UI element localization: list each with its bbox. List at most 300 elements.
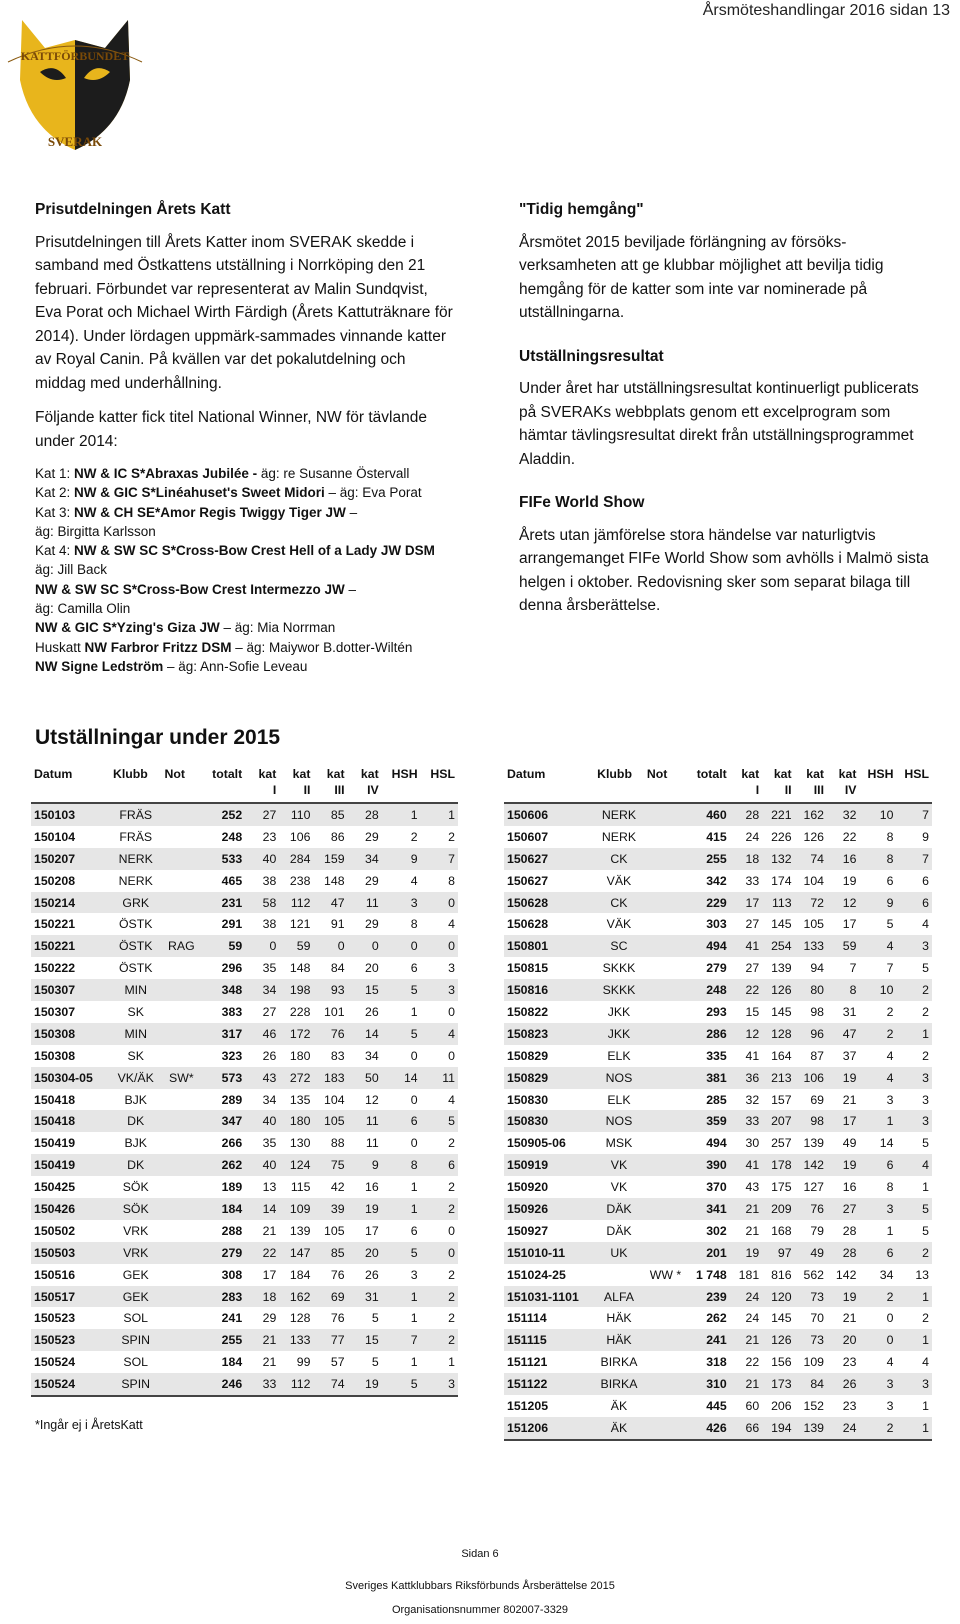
table-cell: 33 (730, 1110, 762, 1132)
column-header: Datum (34, 767, 73, 781)
table-cell: 150208 (34, 873, 76, 888)
winner-line: NW & SW SC S*Cross-Bow Crest Intermezzo JW – (35, 581, 357, 597)
table-cell: 296 (221, 961, 243, 976)
table-cell (161, 1286, 201, 1308)
column-header: kat I (258, 767, 277, 797)
table-cell: 10 (859, 979, 896, 1001)
table-cell: VÄK (606, 917, 632, 932)
table-cell: 40 (245, 848, 279, 870)
table-cell: 262 (201, 1154, 245, 1176)
table-cell: 162 (795, 803, 827, 826)
table-cell (161, 892, 201, 914)
table-cell: 1 (922, 1398, 929, 1413)
table-cell: 3 (410, 1267, 418, 1282)
table-cell: 184 (221, 1355, 243, 1370)
table-cell (644, 1329, 687, 1351)
table-cell: 42 (330, 1180, 345, 1195)
table-cell: 22 (745, 1355, 760, 1370)
table-cell: 183 (313, 1067, 347, 1089)
table-cell: 87 (810, 1048, 825, 1063)
table-cell: 231 (201, 892, 245, 914)
table-cell: MIN (110, 979, 161, 1001)
table-cell: 4 (922, 917, 929, 932)
table-row (504, 1154, 932, 1176)
table-cell: 151121 (507, 1355, 548, 1370)
table-cell: 2 (922, 1311, 929, 1326)
svg-text:SVERAK: SVERAK (47, 134, 103, 149)
table-cell: 5 (371, 1355, 379, 1370)
table-cell: 60 (745, 1398, 760, 1413)
table-cell: 148 (289, 961, 311, 976)
table-cell (644, 1198, 687, 1220)
table-header-row (504, 766, 932, 803)
table-cell: 109 (279, 1198, 313, 1220)
table-cell (161, 1110, 201, 1132)
table-cell (161, 870, 201, 892)
table-cell: 5 (922, 961, 929, 976)
table-cell: 178 (762, 1154, 794, 1176)
table-cell: 1 (410, 1004, 418, 1019)
table-cell: 17 (730, 892, 762, 914)
table-cell: 19 (348, 1373, 382, 1396)
table-cell: 150308 (34, 1048, 76, 1063)
national-winner-intro: Följande katter fick titel National Winner, NW för tävlande under 2014: (35, 409, 427, 450)
table-cell: 157 (771, 1092, 792, 1107)
table-cell: 1 (896, 1286, 932, 1308)
table-cell: 23 (262, 829, 277, 844)
table-cell (644, 1220, 687, 1242)
table-cell: 13 (915, 1267, 929, 1282)
table-cell: 2 (448, 829, 455, 844)
table-cell: 1 (922, 1180, 929, 1195)
table-cell (644, 892, 687, 914)
table-cell: 121 (289, 917, 311, 932)
sverak-logo-icon (0, 0, 150, 160)
table-cell: 20 (827, 1329, 859, 1351)
tidig-hemgang-heading: "Tidig hemgång" (519, 201, 644, 218)
table-row (31, 1110, 458, 1132)
table-cell: 96 (795, 1023, 827, 1045)
table-cell: 34 (365, 1048, 379, 1063)
table-cell: 279 (201, 1242, 245, 1264)
table-cell: BJK (124, 1136, 147, 1151)
table-cell (161, 1176, 201, 1198)
table-row (31, 870, 458, 892)
table-cell: 150927 (507, 1223, 549, 1238)
table-row (31, 1001, 458, 1023)
table-cell: 18 (730, 848, 762, 870)
table-cell: 150830 (507, 1092, 549, 1107)
table-cell: 39 (313, 1198, 347, 1220)
table-cell: 139 (803, 1136, 825, 1151)
table-cell: 1 (896, 1023, 932, 1045)
table-cell: 132 (762, 848, 794, 870)
winner-line: NW Signe Ledström – äg: Ann-Sofie Leveau (35, 658, 308, 674)
table-cell: GRK (110, 892, 161, 914)
table-cell: 83 (330, 1048, 345, 1063)
table-cell: 31 (348, 1286, 382, 1308)
table-cell: 1 (382, 803, 421, 826)
column-header: Klubb (112, 767, 148, 781)
table-cell: 40 (245, 1154, 279, 1176)
table-cell: 150627 (504, 848, 594, 870)
table-cell: 150919 (504, 1154, 594, 1176)
table-cell: 50 (348, 1067, 382, 1089)
table-cell: 8 (886, 1180, 894, 1195)
column-header: kat IV (838, 767, 857, 797)
table-cell: 347 (201, 1110, 245, 1132)
table-cell (644, 979, 687, 1001)
footer-organisation: Sveriges Kattklubbars Riksförbunds Årsberättelse 2015 (345, 1580, 615, 1592)
table-cell: 35 (262, 1136, 277, 1151)
table-cell: 239 (687, 1286, 730, 1308)
table-cell: 127 (803, 1180, 825, 1195)
winner-line: Kat 2: NW & GIC S*Linéahuset's Sweet Midori – äg: Eva Porat (35, 485, 422, 501)
table-cell: 272 (279, 1067, 313, 1089)
table-cell: 24 (730, 1286, 762, 1308)
table-cell: 15 (745, 1004, 760, 1019)
table-cell: 150516 (34, 1267, 76, 1282)
table-cell: 150607 (507, 829, 549, 844)
table-cell: 150103 (31, 803, 110, 826)
table-cell: 0 (448, 1048, 455, 1063)
table-cell: 289 (221, 1092, 243, 1107)
table-row (504, 1132, 932, 1154)
table-cell: 150426 (31, 1198, 110, 1220)
table-cell: 11 (421, 1067, 458, 1089)
table-cell: 32 (827, 803, 859, 826)
column-header: kat IV (360, 767, 379, 797)
table-cell: 49 (795, 1242, 827, 1264)
table-cell: 156 (771, 1355, 792, 1370)
table-row (31, 1176, 458, 1198)
table-cell: 11 (365, 1136, 379, 1151)
table-cell: 110 (279, 803, 313, 826)
table-cell: 57 (330, 1355, 345, 1370)
table-cell: 85 (313, 1242, 347, 1264)
table-cell: 150425 (34, 1180, 76, 1195)
table-row (504, 935, 932, 957)
table-cell: 17 (365, 1223, 379, 1238)
table-cell (644, 1045, 687, 1067)
table-cell: 22 (730, 979, 762, 1001)
page-header-title: Årsmöteshandlingar 2016 sidan 13 (702, 2, 950, 19)
table-cell: 318 (706, 1355, 727, 1370)
winner-line: Huskatt NW Farbror Fritzz DSM – äg: Maiywor B.dotter-Wiltén (35, 639, 413, 655)
table-cell: 73 (795, 1286, 827, 1308)
table-cell: 101 (324, 1004, 345, 1019)
table-cell: 6 (922, 873, 929, 888)
table-cell (644, 1395, 687, 1417)
left-column (35, 198, 455, 676)
table-cell: 19 (827, 1154, 859, 1176)
table-cell: 317 (201, 1023, 245, 1045)
table-cell: 8 (448, 873, 455, 888)
table-cell (161, 1220, 201, 1242)
table-cell: RAG (161, 935, 201, 957)
table-cell (644, 1067, 687, 1089)
footer-page-number: Sidan 6 (461, 1548, 499, 1560)
table-cell: 27 (745, 961, 760, 976)
column-header: totalt (212, 767, 243, 781)
table-cell: NERK (601, 829, 637, 844)
table-cell: 150308 (31, 1023, 110, 1045)
table-row (31, 1089, 458, 1111)
table-cell: 1 (410, 1355, 418, 1370)
table-cell: 293 (706, 1004, 727, 1019)
table-cell: 106 (795, 1067, 827, 1089)
table-cell (644, 870, 687, 892)
table-cell: 150822 (507, 1004, 549, 1019)
table-cell: 465 (221, 873, 243, 888)
table-cell: HÄK (594, 1329, 644, 1351)
table-cell: 279 (706, 961, 727, 976)
table-cell (644, 1351, 687, 1373)
table-cell: 15 (348, 1329, 382, 1351)
table-cell: 46 (245, 1023, 279, 1045)
table-cell (161, 1154, 201, 1176)
table-cell: 6 (886, 873, 894, 888)
table-cell: 152 (803, 1398, 825, 1413)
table-cell: 184 (201, 1198, 245, 1220)
table-cell: 0 (382, 935, 421, 957)
table-cell: 150524 (34, 1355, 76, 1370)
table-cell (644, 1110, 687, 1132)
table-cell: 26 (262, 1048, 277, 1063)
table-cell: 0 (245, 935, 279, 957)
table-cell: 323 (221, 1048, 243, 1063)
table-row (504, 1373, 932, 1395)
table-cell: 248 (687, 979, 730, 1001)
table-cell: 173 (762, 1373, 794, 1395)
column-header: HSH (867, 767, 894, 781)
table-cell: 229 (687, 892, 730, 914)
table-cell: 91 (330, 917, 345, 932)
table-cell: ÄK (610, 1398, 628, 1413)
table-cell: 33 (245, 1373, 279, 1396)
table-cell: 5 (382, 979, 421, 1001)
table-cell: DÄK (606, 1223, 632, 1238)
column-header: Not (164, 767, 185, 781)
table-cell: DÄK (594, 1198, 644, 1220)
table-cell: 150523 (31, 1329, 110, 1351)
table-cell: 284 (279, 848, 313, 870)
table-cell: 38 (262, 917, 277, 932)
table-cell: 150104 (34, 829, 76, 844)
table-cell: 147 (279, 1242, 313, 1264)
table-cell: 93 (313, 979, 347, 1001)
table-cell: CK (594, 848, 644, 870)
table-row (504, 1220, 932, 1242)
table-cell: 291 (221, 917, 243, 932)
prisutdelning-text: Prisutdelningen till Årets Katter inom SVERAK skedde i samband med Östkattens utställning i Norrköping den 21 februari. Förbundet var representerat av Malin Sundqvist, Eva Porat och Michael Wirth Färdigh (Årets Kattuträknare för 2014). Under lördagen uppmärk-sammades vinnande katter av Royal Canin. På kvällen var det pokalutdelning och middag med underhållning. (35, 233, 453, 392)
table-row (504, 870, 932, 892)
table-cell: 27 (745, 917, 760, 932)
table-cell: 1 (896, 1417, 932, 1440)
winner-line: Kat 1: NW & IC S*Abraxas Jubilée - äg: re Susanne Östervall (35, 466, 410, 481)
table-cell: 5 (886, 917, 894, 932)
table-cell: 59 (279, 935, 313, 957)
table-cell: 5 (421, 1110, 458, 1132)
table-cell: 6 (382, 1110, 421, 1132)
table-cell: 73 (795, 1329, 827, 1351)
table-cell: VÄK (606, 873, 632, 888)
table-cell: 2 (448, 1311, 455, 1326)
table-cell: 445 (706, 1398, 727, 1413)
table-cell: 150221 (34, 917, 76, 932)
table-cell: 257 (771, 1136, 792, 1151)
column-header: kat II (292, 767, 311, 797)
table-cell: 23 (842, 1398, 857, 1413)
table-cell: 21 (730, 1373, 762, 1395)
table-cell: 33 (745, 873, 760, 888)
table-cell: 494 (706, 1136, 727, 1151)
table-cell: 4 (922, 1355, 929, 1370)
table-cell: 3 (448, 961, 455, 976)
table-cell: SKKK (602, 961, 636, 976)
table-cell: 2 (410, 829, 418, 844)
table-cell: 150606 (504, 803, 594, 826)
table-header-row (31, 766, 458, 803)
table-row (31, 892, 458, 914)
table-cell: 26 (827, 1373, 859, 1395)
table-cell: 145 (771, 917, 792, 932)
table-cell: 139 (771, 961, 792, 976)
table-cell: 302 (706, 1223, 727, 1238)
table-cell: FRÄS (110, 803, 161, 826)
table-cell: 124 (279, 1154, 313, 1176)
table-cell: 150419 (31, 1154, 110, 1176)
table-cell: WW * (649, 1267, 682, 1282)
table-cell: BIRKA (594, 1373, 644, 1395)
table-cell: 28 (827, 1242, 859, 1264)
table-cell (644, 1242, 687, 1264)
table-cell: 6 (410, 1223, 418, 1238)
table-cell: 151205 (507, 1398, 549, 1413)
table-cell (161, 803, 201, 826)
table-cell: 2 (922, 1048, 929, 1063)
table-cell: 17 (842, 917, 857, 932)
table-cell (644, 1089, 687, 1111)
table-cell: 238 (289, 873, 311, 888)
table-cell: 150926 (504, 1198, 594, 1220)
table-cell: 150628 (507, 917, 549, 932)
table-cell: VK (594, 1154, 644, 1176)
table-cell: 84 (795, 1373, 827, 1395)
table-cell: GEK (110, 1286, 161, 1308)
table-cell: 3 (896, 1110, 932, 1132)
table-cell: 34 (245, 979, 279, 1001)
table-row (504, 1417, 932, 1440)
table-cell (161, 1045, 201, 1067)
table-cell (161, 957, 201, 979)
table-cell: 381 (687, 1067, 730, 1089)
table-cell: 105 (324, 1223, 345, 1238)
table-cell: VK/ÄK (110, 1067, 161, 1089)
table-cell: 109 (803, 1355, 825, 1370)
table-cell (644, 1132, 687, 1154)
shows-table-right (504, 766, 932, 1441)
table-cell: ÖSTK (118, 961, 153, 976)
table-cell: 164 (771, 1048, 792, 1063)
table-cell: 180 (279, 1110, 313, 1132)
table-row (31, 848, 458, 870)
table-cell: 29 (365, 829, 379, 844)
table-cell: 1 (382, 1286, 421, 1308)
table-row (504, 1351, 932, 1373)
table-cell: 184 (289, 1267, 311, 1282)
table-cell: 94 (810, 961, 825, 976)
column-header: kat II (773, 767, 792, 797)
table-row (504, 1023, 932, 1045)
table-cell: 1 (410, 1180, 418, 1195)
table-cell (161, 1198, 201, 1220)
table-row (31, 826, 458, 848)
table-cell (594, 1264, 644, 1286)
table-cell: 21 (745, 1223, 760, 1238)
table-cell: 58 (245, 892, 279, 914)
table-cell: 201 (687, 1242, 730, 1264)
table-cell: 80 (795, 979, 827, 1001)
table-cell: 1 (896, 1329, 932, 1351)
table-cell: 254 (762, 935, 794, 957)
table-cell: 310 (687, 1373, 730, 1395)
table-cell: 241 (687, 1329, 730, 1351)
table-cell: 76 (330, 1267, 345, 1282)
column-header: HSH (391, 767, 418, 781)
table-cell: NOS (594, 1110, 644, 1132)
table-cell: 77 (313, 1329, 347, 1351)
table-cell: 150524 (31, 1373, 110, 1396)
table-cell: 12 (730, 1023, 762, 1045)
table-cell: 0 (886, 1311, 894, 1326)
table-cell: 15 (348, 979, 382, 1001)
table-cell (644, 1023, 687, 1045)
table-row (504, 1067, 932, 1089)
table-cell (161, 913, 201, 935)
table-cell: 150419 (34, 1136, 76, 1151)
table-cell: ÄK (594, 1417, 644, 1440)
table-cell: MSK (605, 1136, 633, 1151)
table-cell: 370 (706, 1180, 727, 1195)
table-cell: 13 (262, 1180, 277, 1195)
table-cell: 21 (842, 1311, 857, 1326)
table-row (504, 1329, 932, 1351)
table-cell: 14 (382, 1067, 421, 1089)
table-row (31, 1242, 458, 1264)
table-cell: 3 (859, 1373, 896, 1395)
table-cell: 34 (348, 848, 382, 870)
table-row (31, 1373, 458, 1396)
table-cell: 150502 (34, 1223, 76, 1238)
table-cell: 533 (201, 848, 245, 870)
table-cell: 79 (810, 1223, 825, 1238)
table-cell: 3 (859, 1198, 896, 1220)
table-cell (644, 1307, 687, 1329)
table-cell (161, 1329, 201, 1351)
table-cell: 19 (827, 1286, 859, 1308)
table-cell: 130 (289, 1136, 311, 1151)
table-cell: 98 (795, 1110, 827, 1132)
table-row (31, 957, 458, 979)
table-row (31, 1220, 458, 1242)
table-row (31, 1264, 458, 1286)
table-cell: 246 (201, 1373, 245, 1396)
table-row (504, 826, 932, 848)
table-cell: 151115 (504, 1329, 594, 1351)
table-cell: 115 (290, 1180, 311, 1195)
table-row (31, 935, 458, 957)
